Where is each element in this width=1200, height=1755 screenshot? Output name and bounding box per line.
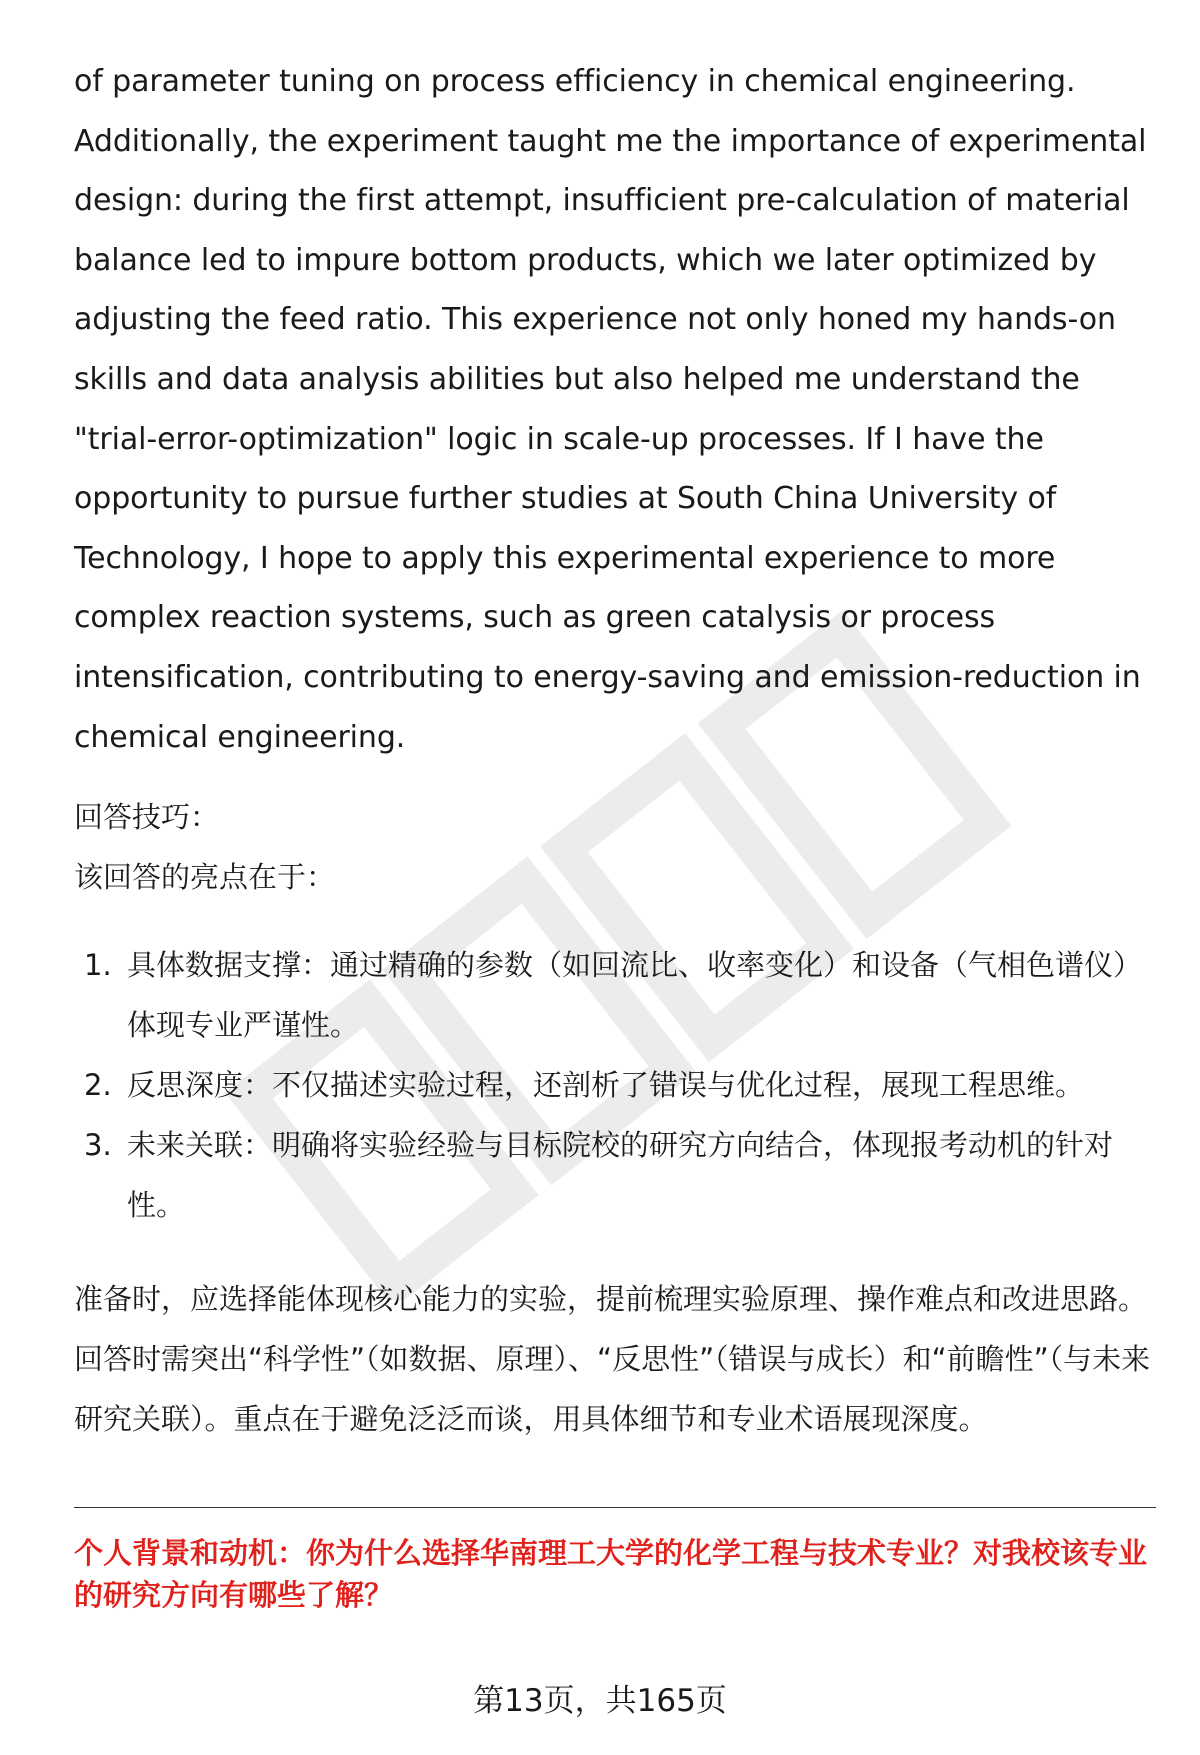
tips-heading: 回答技巧： — [74, 800, 220, 835]
list-item-number: 1. — [84, 948, 112, 983]
list-item-text: 反思深度：不仅描述实验过程，还剖析了错误与优化过程，展现工程思维。 — [127, 1068, 1085, 1103]
list-item-text: 具体数据支撑：通过精确的参数（如回流比、收率变化）和设备（气相色谱仪）体现专业严谨性。 — [127, 948, 1143, 1043]
answer-paragraph: of parameter tuning on process efficiency in chemical engineering. Additionally, the experiment taught me the importance of experimental design: during the first attempt, insufficient pre-calculation of material balance led to impure bottom products, which we later optimized by adjusting the feed ratio. This experience not only honed my hands-on skills and data analysis abilities but also helped me understand the "trial-error-optimization" logic in scale-up processes. If I have the opportunity to pursue further studies at South China University of Technology, I hope to apply this experimental experience to more complex reaction systems, such as green catalysis or process intensification, contributing to energy-saving and emission-reduction in chemical engineering. — [74, 64, 1147, 755]
advice-paragraph: 准备时，应选择能体现核心能力的实验，提前梳理实验原理、操作难点和改进思路。回答时需突出“科学性”（如数据、原理）、“反思性”（错误与成长）和“前瞻性”（与未来研究关联）。重点在于避免泛泛而谈，用具体细节和专业术语展现深度。 — [74, 1282, 1151, 1437]
list-item — [74, 1115, 1154, 1235]
list-item-text: 未来关联：明确将实验经验与目标院校的研究方向结合，体现报考动机的针对性。 — [127, 1128, 1114, 1223]
document-page — [74, 52, 1154, 1616]
next-question-heading: 个人背景和动机：你为什么选择华南理工大学的化学工程与技术专业？对我校该专业的研究方向有哪些了解？ — [74, 1536, 1148, 1613]
list-item — [74, 1055, 1154, 1115]
tips-intro: 该回答的亮点在于： — [74, 860, 336, 895]
list-item-number: 3. — [84, 1128, 112, 1163]
list-item-number: 2. — [84, 1068, 112, 1103]
tips-list — [74, 935, 1154, 1235]
section-divider — [74, 1507, 1156, 1508]
list-item — [74, 935, 1154, 1055]
page-number: 第13页，共165页 — [473, 1683, 727, 1719]
